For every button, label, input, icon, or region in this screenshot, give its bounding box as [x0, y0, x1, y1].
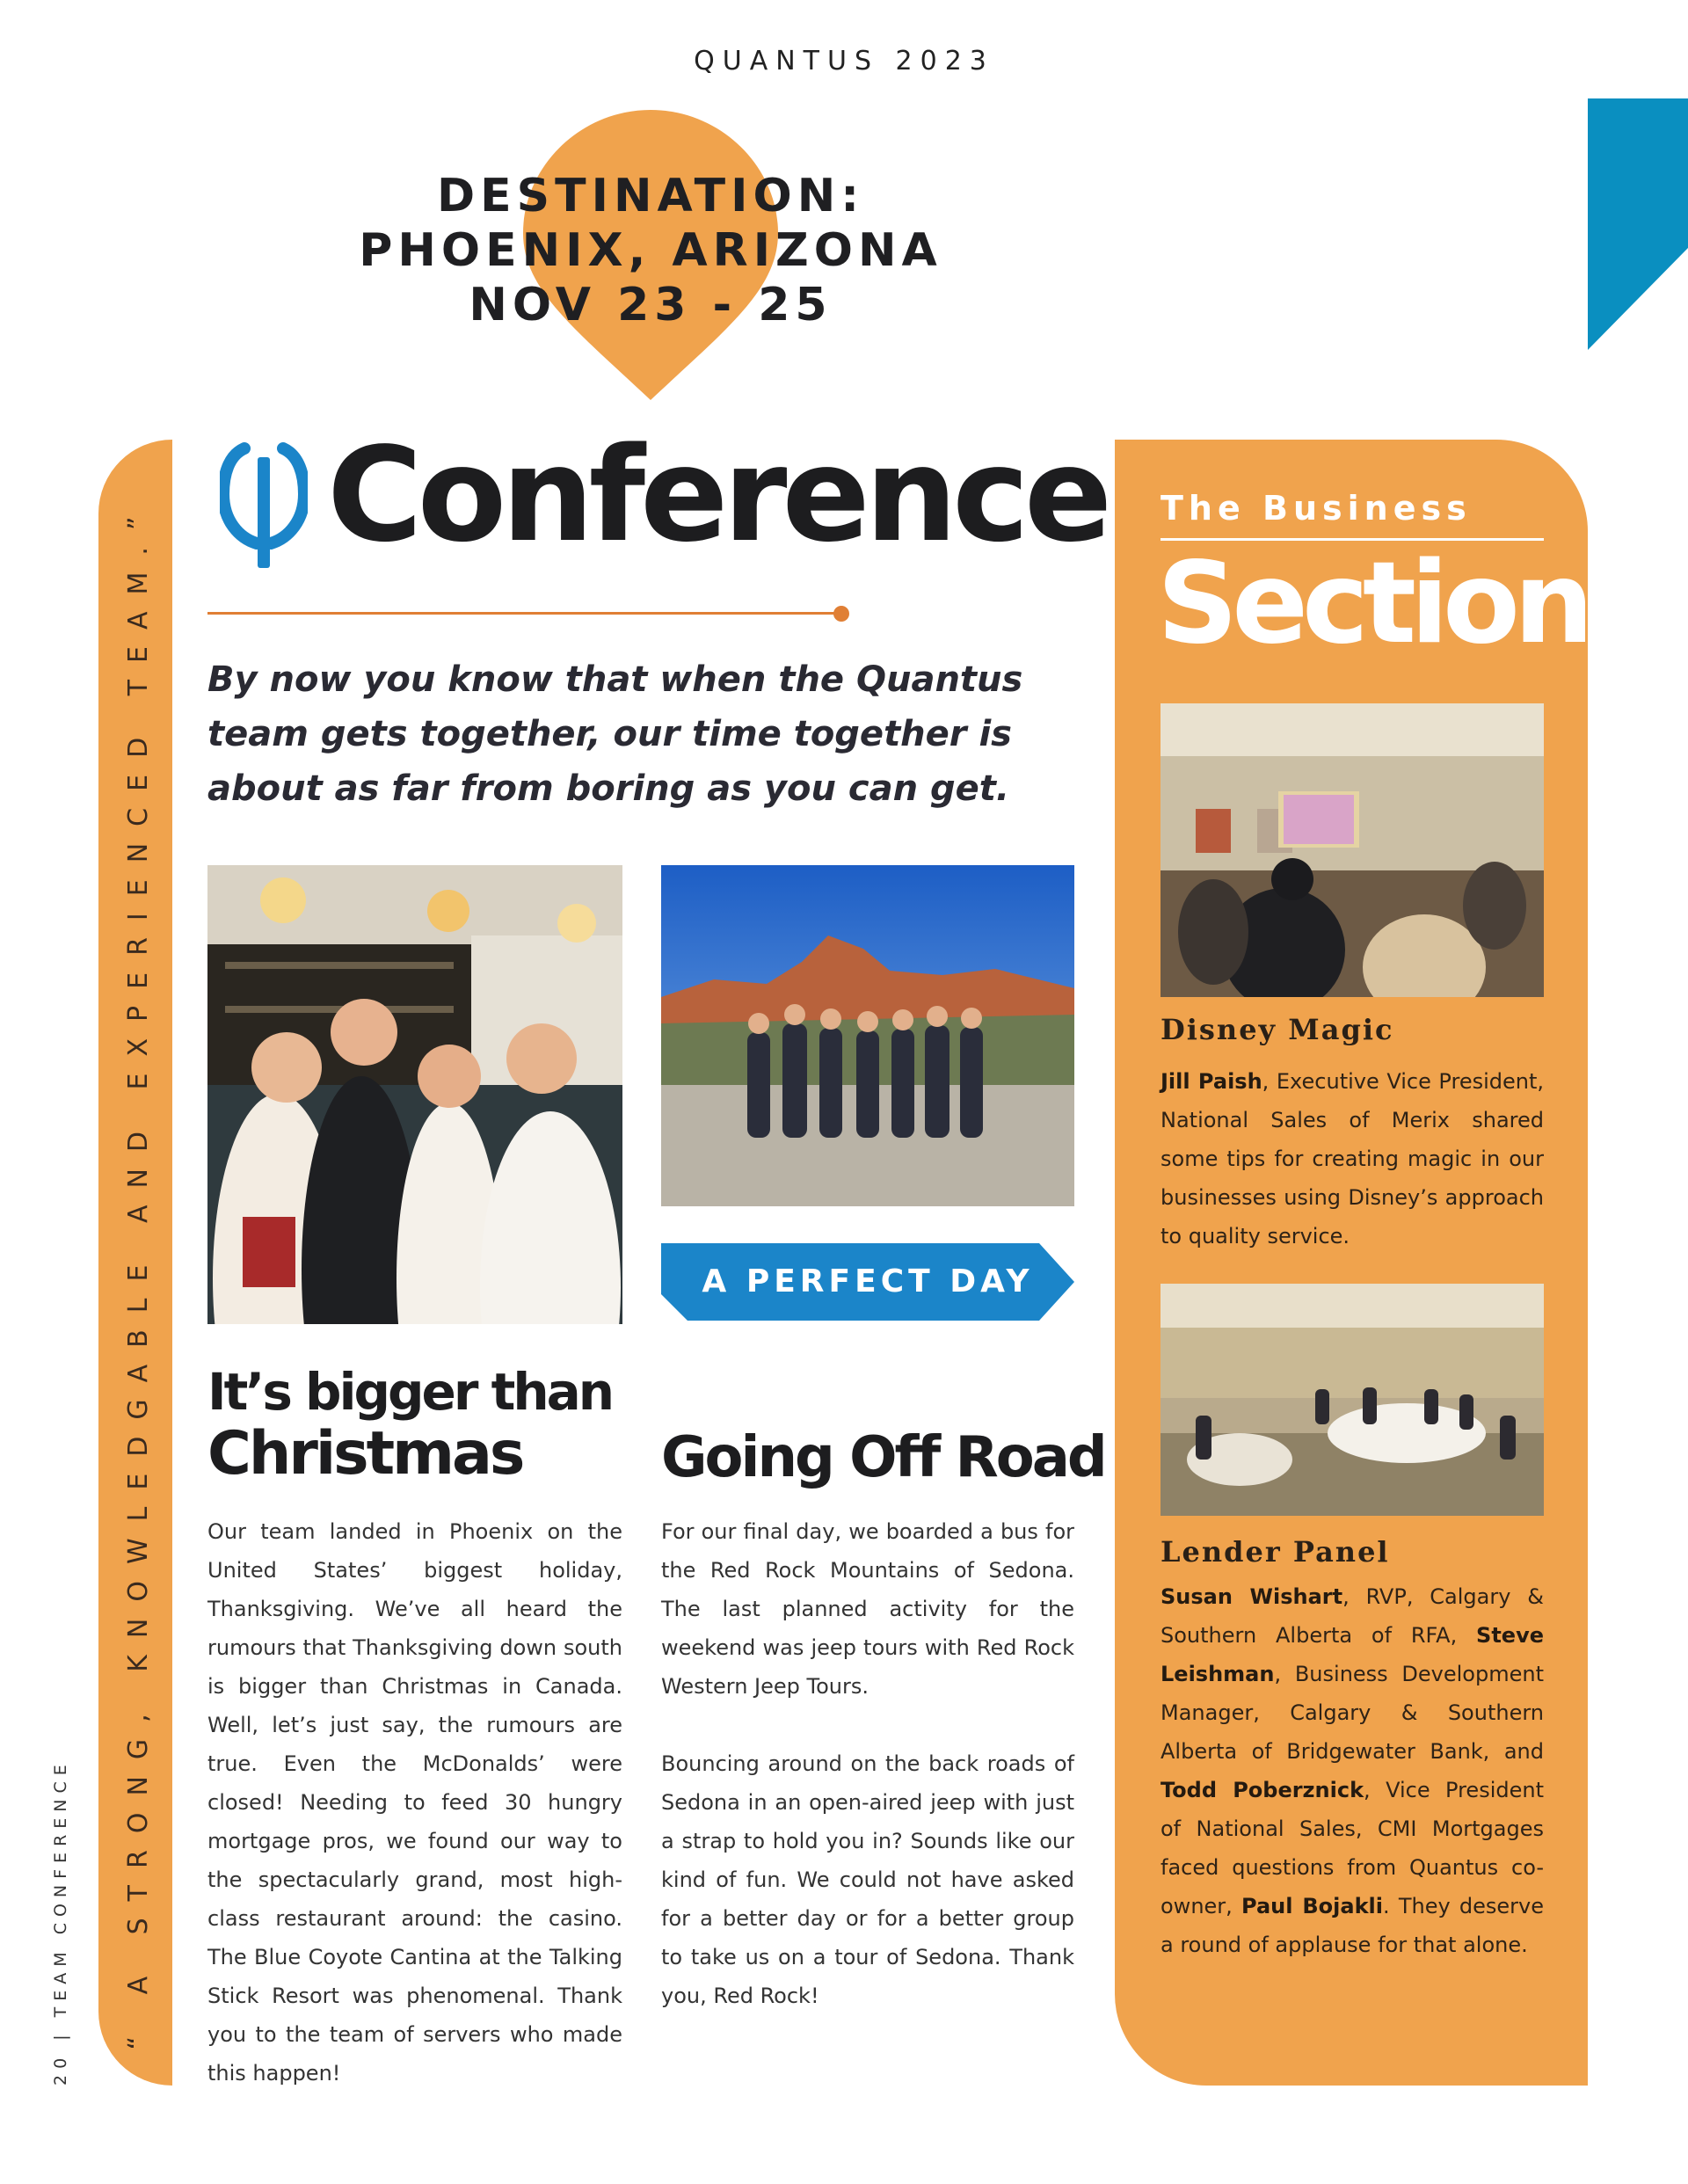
lender-panel-photo [1160, 1284, 1544, 1516]
business-section-label: The Business [1160, 489, 1472, 528]
offroad-paragraph-1: For our final day, we boarded a bus for the Red Rock Mountains of Sedona. The last planned activity for the weekend was jeep tours with Red Rock Western Jeep Tours. [661, 1519, 1074, 1699]
quantus-q-logo-icon [220, 440, 308, 571]
disney-magic-description: , Executive Vice President, National Sales of Merix shared some tips for creating magic in our businesses using Disney’s approach to quality service. [1160, 1069, 1545, 1249]
lender-panel-text-1: , RVP, Calgary & Southern Alberta of RFA, [1160, 1584, 1544, 1648]
todd-poberznick-name: Todd Poberznick [1160, 1778, 1364, 1802]
offroad-heading: Going Off Road [661, 1425, 1105, 1490]
masthead: QUANTUS 2023 [694, 46, 994, 76]
jill-paish-name: Jill Paish [1160, 1069, 1262, 1094]
title-divider-dot [833, 606, 849, 622]
intro-text: By now you know that when the Quantus team gets together, our time together is about as far from boring as you can get. [207, 659, 1023, 809]
lender-panel-text-2: , Business Development Manager, Calgary & Southern Alberta of Bridgewater Bank, and [1160, 1662, 1544, 1764]
susan-wishart-name: Susan Wishart [1160, 1584, 1343, 1609]
perfect-day-banner: A PERFECT DAY [702, 1263, 1034, 1299]
paul-bojakli-name: Paul Bojakli [1241, 1894, 1383, 1918]
disney-magic-heading: Disney Magic [1160, 1013, 1394, 1046]
page-footer: 20 | TEAM CONFERENCE [51, 1758, 70, 2086]
lender-panel-text [1160, 1577, 1544, 1964]
sedona-group-photo [661, 865, 1074, 1206]
restaurant-group-photo [207, 865, 622, 1324]
corner-accent-shape [1588, 98, 1688, 350]
lender-panel-heading: Lender Panel [1160, 1535, 1390, 1569]
lender-panel-text-4: . They deserve a round of applause for that alone. [1160, 1894, 1544, 1957]
vertical-quote: “ A STRONG, KNOWLEDGABLE AND EXPERIENCED TEAM.” [123, 499, 154, 2050]
disney-magic-text [1160, 1062, 1544, 1256]
title-divider [207, 612, 840, 615]
business-section-title: Section [1157, 538, 1588, 669]
christmas-body: Our team landed in Phoenix on the United States’ biggest holiday, Thanksgiving. We’ve all heard the rumours that Thanksgiving down south is bigger than Christmas in Canada. Well, let’s just say, the rumours are true. Even the McDonalds’ were closed! Needing to feed 30 hungry mortgage pros, we found our way to the spectacularly grand, most high-class restaurant around: the casino. The Blue Coyote Cantina at the Talking Stick Resort was phenomenal. Thank you to the team of servers who made this happen! [207, 1519, 622, 2086]
conference-title: Conference [327, 419, 1108, 571]
destination-line-2: PHOENIX, ARIZONA [359, 224, 942, 277]
disney-presentation-photo [1160, 703, 1544, 997]
christmas-heading-line-1: It’s bigger than [207, 1362, 613, 1422]
offroad-paragraph-2: Bouncing around on the back roads of Sedona in an open-aired jeep with just a strap to hold you in? Sounds like our kind of fun. We could not have asked for a better day or for a better group to take us on a tour of Sedona. Thank you, Red Rock! [661, 1751, 1074, 2008]
offroad-body [661, 1512, 1074, 2015]
destination-line-3: NOV 23 - 25 [469, 279, 833, 331]
christmas-heading-line-2: Christmas [207, 1419, 523, 1489]
lender-panel-text-3: , Vice President of National Sales, CMI Mortgages faced questions from Quantus co-owner, [1160, 1778, 1544, 1918]
destination-line-1: DESTINATION: [436, 170, 865, 222]
steve-leishman-name: Steve Leishman [1160, 1623, 1544, 1686]
